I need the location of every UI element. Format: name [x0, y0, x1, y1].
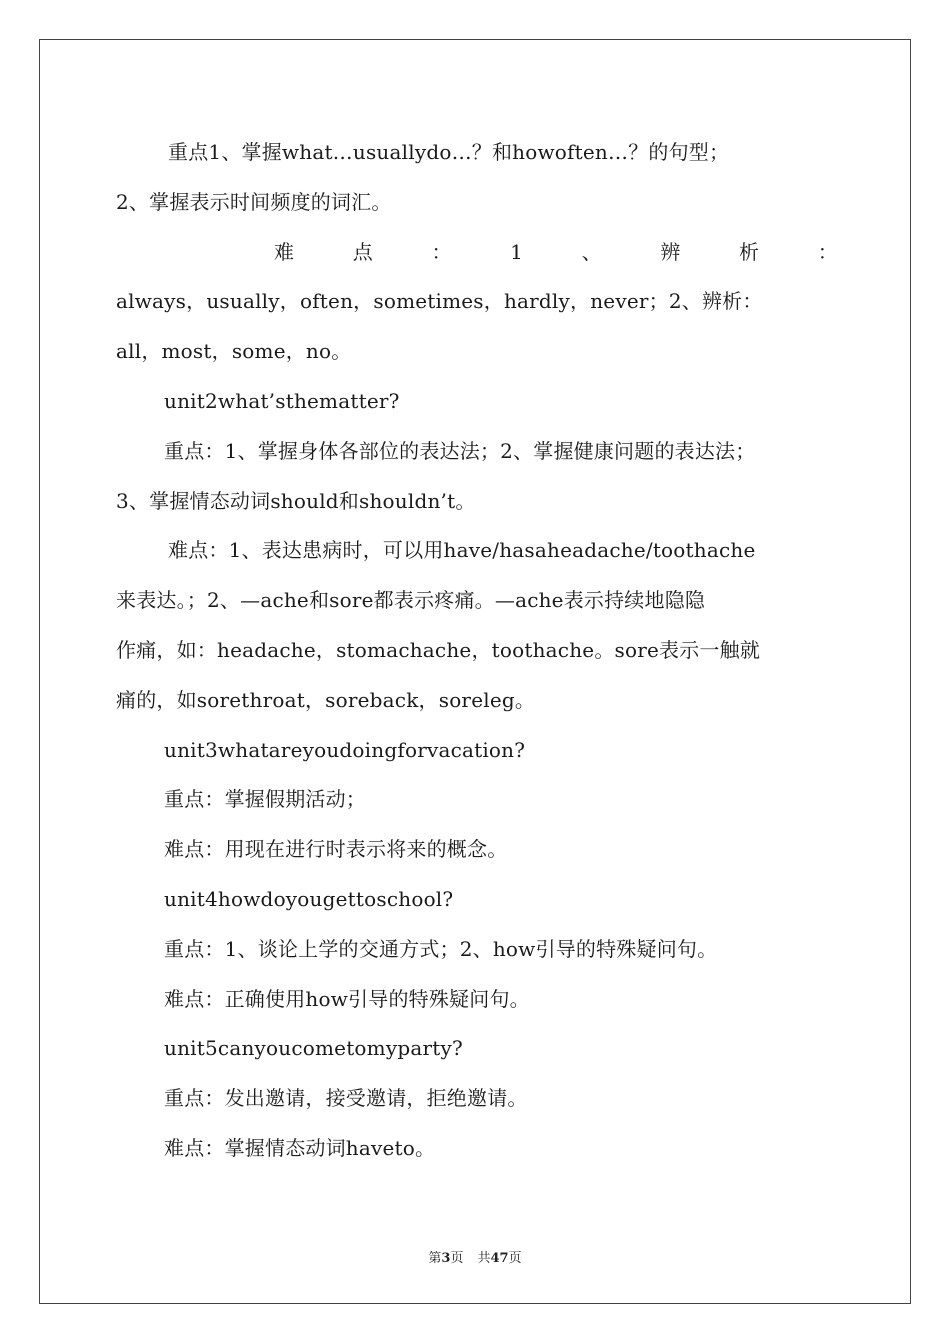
total-prefix: 共 — [477, 1251, 491, 1266]
paragraph-key-points: 重点：发出邀请，接受邀请，拒绝邀请。 — [164, 1086, 528, 1111]
page-number-current: 3 — [441, 1251, 451, 1266]
page-number-total: 47 — [490, 1251, 509, 1266]
unit-heading: unit3whatareyoudoingforvacation? — [164, 737, 526, 762]
page-suffix: 页 — [450, 1251, 464, 1266]
paragraph-difficult-points: 难点：1、表达患病时，可以用have/hasaheadache/toothache — [168, 538, 756, 563]
paragraph-difficult-points-unit1-justified — [116, 228, 838, 278]
unit-heading: unit2what’sthematter? — [164, 388, 400, 413]
paragraph-continuation: 来表达。；2、—ache和sore都表示疼痛。—ache表示持续地隐隐 — [116, 588, 706, 613]
unit-heading: unit4howdoyougettoschool? — [164, 886, 454, 911]
paragraph-key-points: 重点：掌握假期活动； — [164, 787, 366, 812]
paragraph-continuation: 痛的，如sorethroat，soreback，soreleg。 — [116, 687, 536, 712]
justified-char: 、 — [581, 239, 602, 264]
paragraph-difficult-points: 难点：掌握情态动词haveto。 — [164, 1135, 436, 1160]
page-footer — [0, 1247, 950, 1266]
paragraph-difficult-points: 难点：用现在进行时表示将来的概念。 — [164, 837, 508, 862]
justified-char: 析 — [739, 239, 760, 264]
paragraph-continuation: 3、掌握情态动词should和shouldn’t。 — [116, 488, 476, 513]
paragraph-key-points-unit1: 重点1、掌握what…usuallydo…？和howoften…？的句型； — [168, 140, 730, 164]
paragraph-continuation: 作痛，如：headache，stomachache，toothache。sore表示一触就 — [116, 637, 761, 662]
justified-char: 辨 — [660, 239, 681, 264]
total-suffix: 页 — [508, 1251, 522, 1266]
justified-char: 难 — [274, 239, 295, 264]
paragraph-difficult-points: 难点：正确使用how引导的特殊疑问句。 — [164, 986, 530, 1011]
paragraph-continuation: all，most，some，no。 — [116, 339, 352, 364]
justified-char: ： — [817, 239, 838, 264]
justified-char: 1 — [510, 239, 524, 264]
document-body — [116, 128, 838, 1174]
paragraph-continuation: always，usually，often，sometimes，hardly，never；2、辨析： — [116, 289, 763, 314]
page-prefix: 第 — [428, 1251, 442, 1266]
paragraph-key-points: 重点：1、掌握身体各部位的表达法；2、掌握健康问题的表达法； — [164, 438, 756, 463]
justified-char: 点 — [352, 239, 373, 264]
paragraph-continuation: 2、掌握表示时间频度的词汇。 — [116, 189, 392, 214]
unit-heading: unit5canyoucometomyparty? — [164, 1036, 463, 1061]
paragraph-key-points: 重点：1、谈论上学的交通方式；2、how引导的特殊疑问句。 — [164, 936, 718, 961]
justified-char: ： — [431, 239, 452, 264]
